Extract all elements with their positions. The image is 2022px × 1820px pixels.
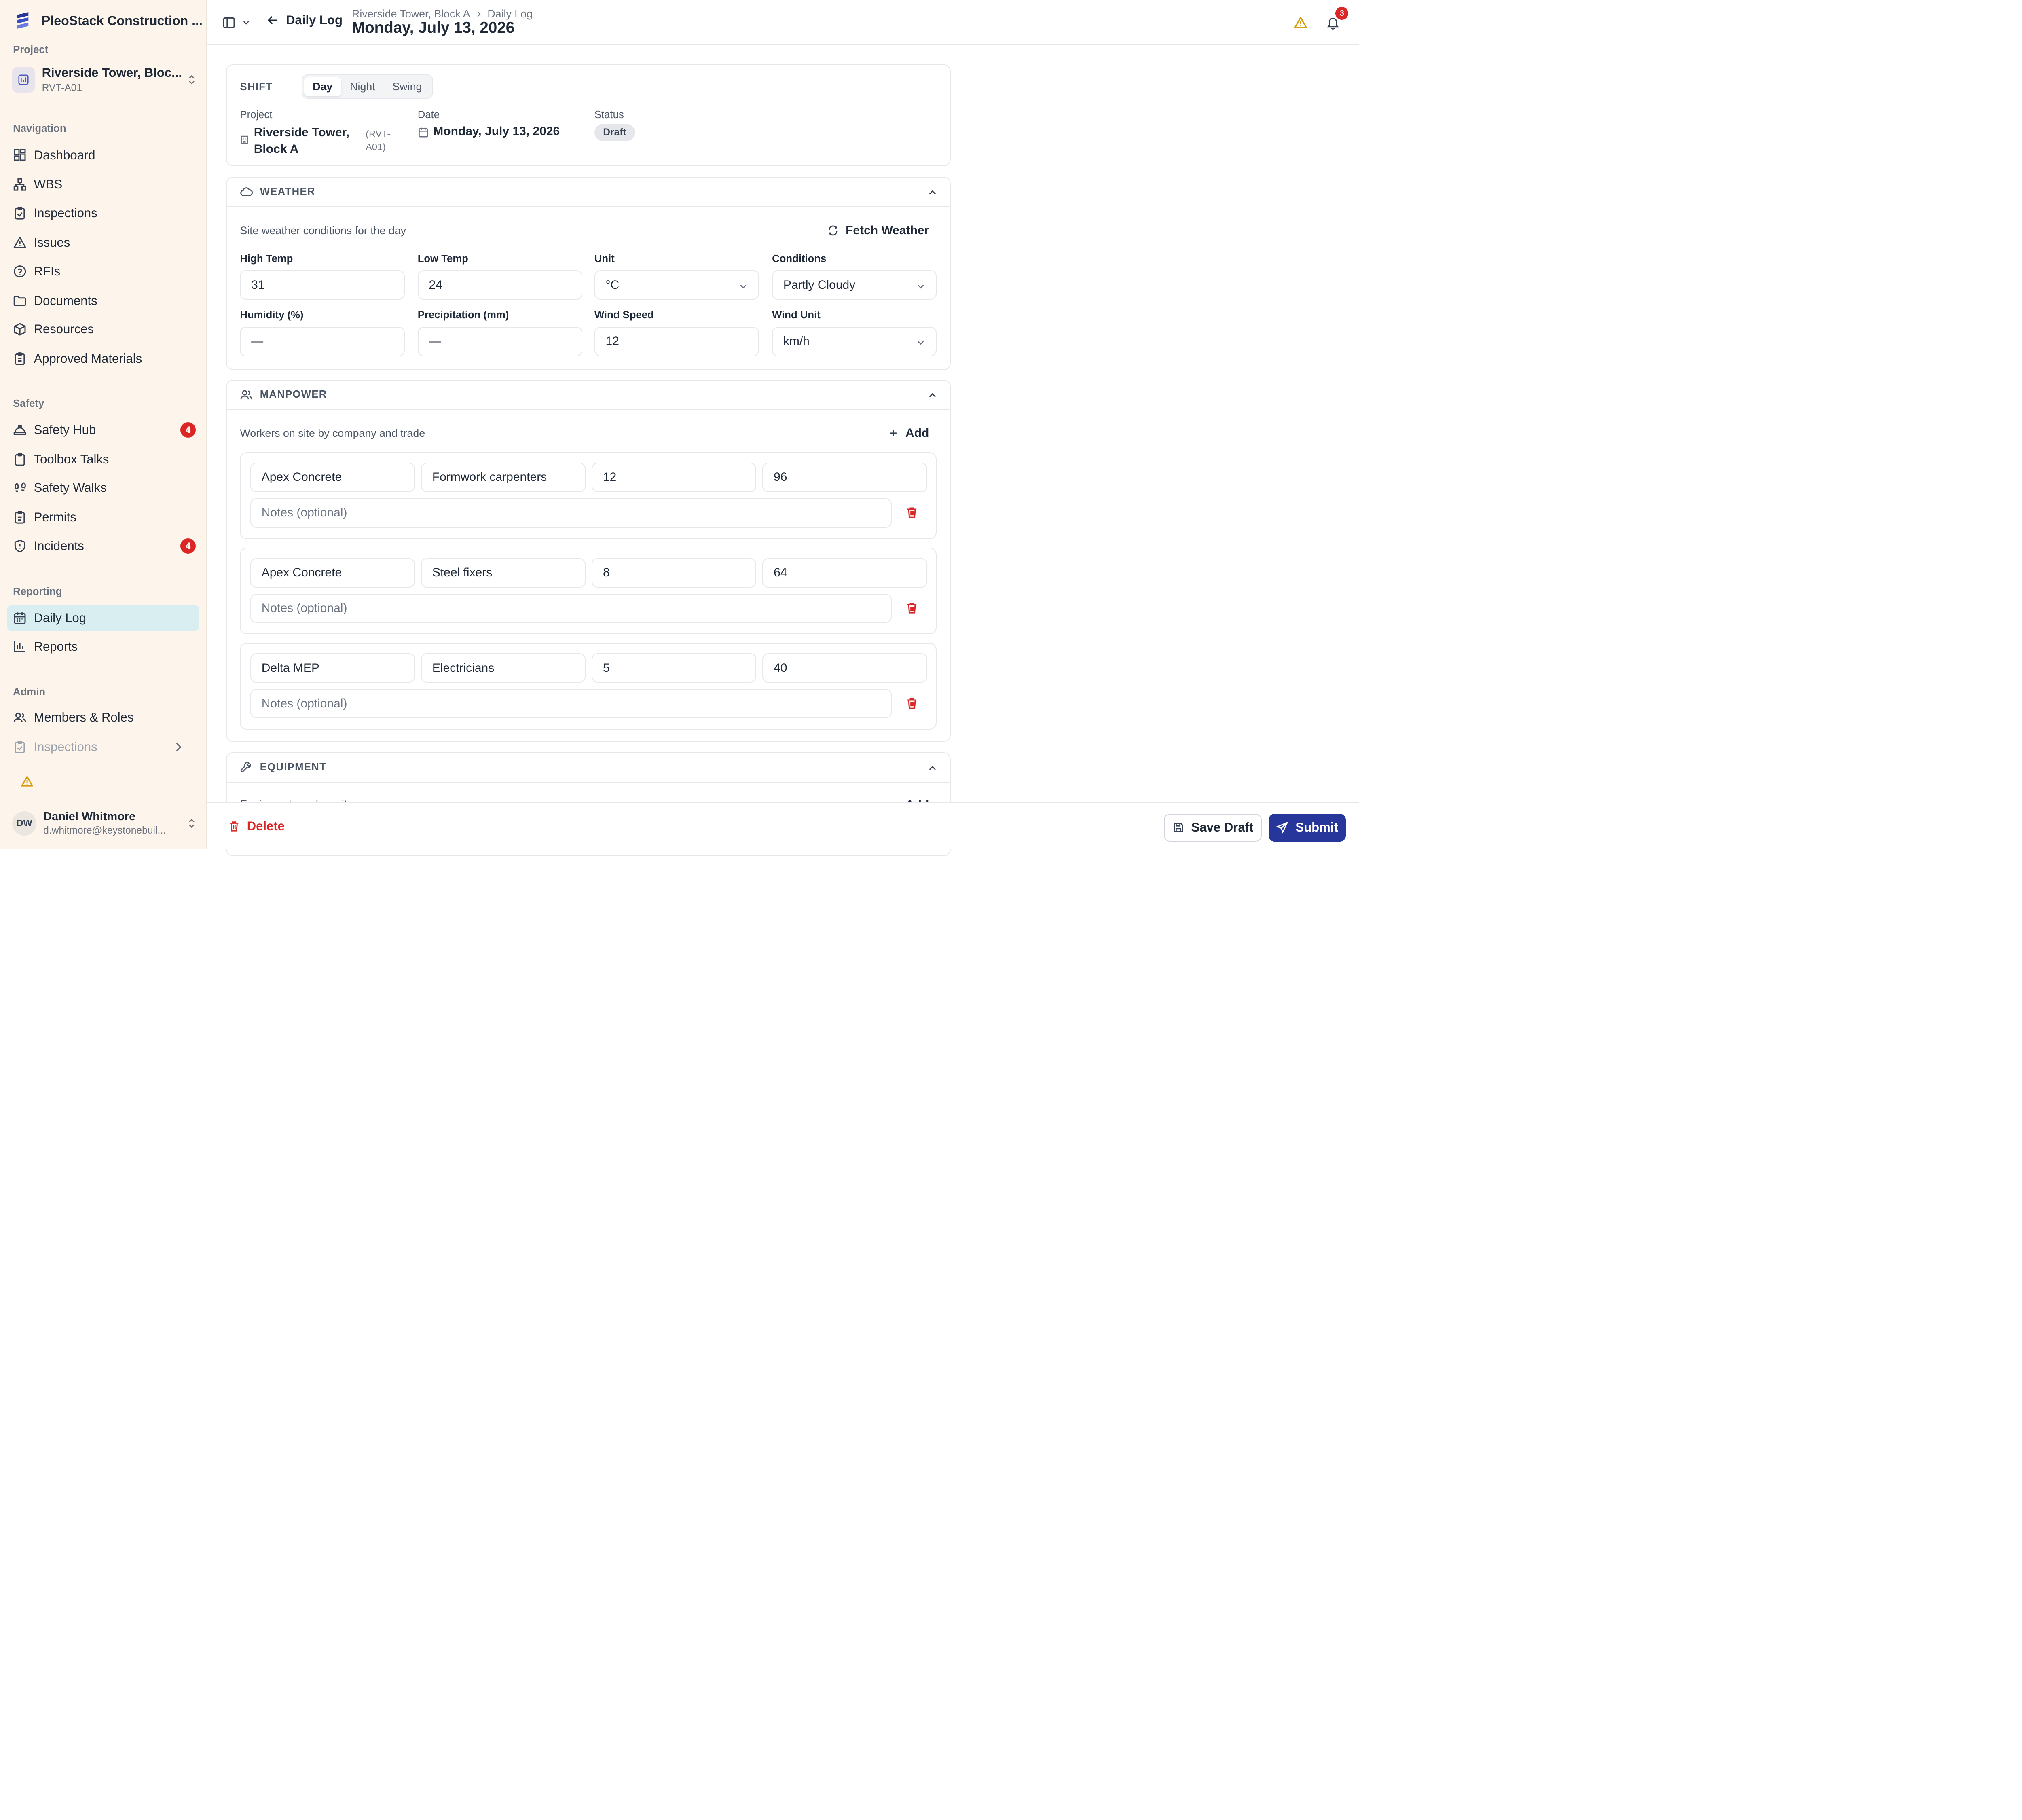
back-label: Daily Log bbox=[286, 13, 343, 28]
project-switcher[interactable] bbox=[12, 64, 198, 95]
trash-icon bbox=[228, 820, 240, 832]
app-root bbox=[0, 0, 1359, 849]
daily-log-form bbox=[207, 46, 1359, 803]
sidebar-item-label: Inspections bbox=[34, 206, 97, 220]
manpower-title: MANPOWER bbox=[260, 389, 327, 400]
sidebar-toggle-button[interactable] bbox=[221, 14, 237, 31]
save-draft-label: Save Draft bbox=[1191, 820, 1254, 835]
company-input[interactable]: Delta MEP bbox=[250, 653, 415, 683]
equipment-title: EQUIPMENT bbox=[260, 761, 327, 773]
clipboard-icon bbox=[13, 453, 27, 466]
breadcrumb-project[interactable]: Riverside Tower, Block A bbox=[351, 8, 470, 20]
notes-input[interactable]: Notes (optional) bbox=[250, 594, 892, 623]
manpower-row bbox=[240, 643, 937, 730]
hours-input[interactable]: 40 bbox=[762, 653, 927, 683]
wind-speed-label: Wind Speed bbox=[594, 309, 654, 321]
refresh-icon bbox=[827, 225, 839, 236]
shield-alert-icon bbox=[13, 539, 27, 553]
low-temp-label: Low Temp bbox=[417, 253, 468, 265]
weather-subtitle: Site weather conditions for the day bbox=[240, 224, 406, 237]
chevron-down-icon bbox=[916, 338, 926, 347]
delete-label: Delete bbox=[247, 819, 285, 833]
trade-input[interactable]: Formwork carpenters bbox=[421, 463, 586, 492]
warning-icon[interactable] bbox=[21, 775, 34, 788]
project-value: Riverside Tower, Block A bbox=[254, 126, 349, 156]
sidebar-item-label: Safety Hub bbox=[34, 422, 96, 437]
weather-card bbox=[226, 177, 950, 370]
nav-section-label: Navigation bbox=[13, 123, 66, 135]
user-name: Daniel Whitmore bbox=[43, 810, 136, 823]
safety-section-label: Safety bbox=[13, 398, 44, 409]
wind-unit-label: Wind Unit bbox=[772, 309, 821, 321]
fetch-weather-label: Fetch Weather bbox=[846, 223, 929, 237]
shift-option-swing[interactable]: Swing bbox=[392, 80, 422, 93]
submit-label: Submit bbox=[1295, 820, 1338, 835]
sidebar-item-label: Safety Walks bbox=[34, 480, 107, 495]
unit-label: Unit bbox=[594, 253, 615, 265]
trash-icon[interactable] bbox=[905, 601, 918, 614]
wind-unit-value: km/h bbox=[783, 334, 810, 348]
sidebar-item-label: Permits bbox=[34, 510, 76, 525]
weather-title: WEATHER bbox=[260, 186, 315, 198]
unit-select[interactable] bbox=[594, 270, 759, 300]
status-field-label: Status bbox=[594, 109, 624, 121]
manpower-row bbox=[240, 452, 937, 539]
sidebar-item-label: WBS bbox=[34, 177, 63, 192]
page-title: Monday, July 13, 2026 bbox=[351, 19, 515, 37]
submit-button[interactable] bbox=[1269, 814, 1346, 842]
wind-speed-input[interactable]: 12 bbox=[594, 327, 759, 356]
conditions-label: Conditions bbox=[772, 253, 827, 265]
sidebar-item-safety-hub[interactable] bbox=[7, 417, 199, 443]
delete-button[interactable] bbox=[228, 819, 285, 834]
clipboard-check-icon bbox=[13, 206, 27, 220]
sidebar-options-dropdown[interactable] bbox=[240, 17, 252, 29]
chevron-up-down-icon bbox=[186, 74, 198, 86]
sidebar-item-reports[interactable] bbox=[7, 633, 199, 659]
sidebar-panel-icon bbox=[222, 16, 236, 30]
company-input[interactable]: Apex Concrete bbox=[250, 463, 415, 492]
wind-unit-select[interactable] bbox=[772, 327, 937, 356]
brand-logo-icon bbox=[14, 11, 33, 30]
sidebar-item-toolbox-talks[interactable] bbox=[7, 447, 199, 472]
clipboard-check-icon bbox=[13, 740, 27, 754]
trash-icon[interactable] bbox=[905, 506, 918, 519]
sidebar-item-rfis[interactable] bbox=[7, 258, 199, 284]
manpower-card-header[interactable] bbox=[227, 381, 950, 410]
sidebar-item-label: Approved Materials bbox=[34, 351, 142, 366]
calendar-icon bbox=[13, 611, 27, 625]
bar-chart-icon bbox=[13, 639, 27, 653]
high-temp-input[interactable]: 31 bbox=[240, 270, 404, 300]
warning-icon bbox=[1294, 16, 1307, 30]
notification-count-badge: 3 bbox=[1335, 7, 1348, 20]
notes-input[interactable]: Notes (optional) bbox=[250, 498, 892, 528]
manpower-card bbox=[226, 380, 950, 742]
company-input[interactable]: Apex Concrete bbox=[250, 558, 415, 588]
admin-section-label: Admin bbox=[13, 686, 46, 698]
package-icon bbox=[13, 322, 27, 336]
arrow-left-icon bbox=[266, 14, 279, 27]
sidebar-item-admin-inspections[interactable] bbox=[7, 734, 199, 760]
trade-input[interactable]: Steel fixers bbox=[421, 558, 586, 588]
wrench-icon bbox=[240, 761, 253, 774]
sidebar-item-safety-walks[interactable] bbox=[7, 475, 199, 501]
sidebar-item-label: Inspections bbox=[34, 740, 97, 754]
notes-input[interactable]: Notes (optional) bbox=[250, 689, 892, 718]
sidebar-item-label: Daily Log bbox=[34, 610, 87, 625]
incidents-count-badge: 4 bbox=[180, 538, 196, 554]
sidebar-item-label: Documents bbox=[34, 293, 97, 308]
brand[interactable] bbox=[14, 11, 203, 30]
project-field-label: Project bbox=[240, 109, 273, 121]
users-icon bbox=[240, 388, 253, 401]
chevron-up-down-icon bbox=[186, 817, 198, 830]
conditions-select[interactable] bbox=[772, 270, 937, 300]
footprints-icon bbox=[13, 481, 27, 495]
humidity-input[interactable]: — bbox=[240, 327, 404, 356]
workers-input[interactable]: 8 bbox=[592, 558, 756, 588]
unit-value: °C bbox=[605, 278, 620, 292]
shift-option-night[interactable]: Night bbox=[350, 80, 375, 93]
chevron-right-icon bbox=[474, 10, 483, 18]
add-manpower-label: Add bbox=[905, 426, 929, 440]
sidebar-item-daily-log[interactable] bbox=[7, 605, 199, 631]
help-circle-icon bbox=[13, 265, 27, 278]
date-field-label: Date bbox=[417, 109, 440, 121]
humidity-label: Humidity (%) bbox=[240, 309, 304, 321]
sidebar-item-label: RFIs bbox=[34, 264, 61, 278]
project-name: Riverside Tower, Bloc... bbox=[42, 65, 182, 80]
chevron-up-icon[interactable] bbox=[927, 390, 938, 400]
users-icon bbox=[13, 711, 27, 724]
hierarchy-icon bbox=[13, 178, 27, 191]
sidebar-item-label: Resources bbox=[34, 322, 94, 336]
clipboard-list-icon bbox=[13, 352, 27, 366]
save-icon bbox=[1172, 821, 1184, 834]
breadcrumb-current: Daily Log bbox=[487, 8, 533, 20]
warnings-button[interactable] bbox=[1292, 14, 1309, 31]
equipment-card-header[interactable] bbox=[227, 753, 950, 783]
chevron-down-icon bbox=[916, 281, 926, 291]
building-icon bbox=[12, 67, 35, 93]
user-menu[interactable] bbox=[12, 806, 198, 841]
sidebar bbox=[0, 0, 207, 849]
chevron-right-icon bbox=[171, 740, 185, 754]
safety-hub-count-badge: 4 bbox=[180, 422, 196, 438]
sidebar-item-label: Members & Roles bbox=[34, 710, 134, 725]
chevron-up-icon[interactable] bbox=[927, 187, 938, 198]
calendar-icon bbox=[418, 127, 429, 138]
reporting-section-label: Reporting bbox=[13, 586, 62, 597]
sidebar-item-incidents[interactable] bbox=[7, 533, 199, 559]
folder-icon bbox=[13, 294, 27, 307]
add-manpower-button[interactable] bbox=[888, 426, 929, 440]
weather-card-header[interactable] bbox=[227, 178, 950, 207]
project-code: RVT-A01 bbox=[42, 83, 82, 94]
back-button[interactable] bbox=[266, 13, 343, 28]
shift-label: SHIFT bbox=[240, 81, 273, 93]
dashboard-icon bbox=[13, 148, 27, 162]
sidebar-item-label: Reports bbox=[34, 639, 78, 654]
file-check-icon bbox=[13, 510, 27, 524]
date-value: Monday, July 13, 2026 bbox=[433, 125, 560, 138]
conditions-value: Partly Cloudy bbox=[783, 278, 856, 292]
shift-selector bbox=[302, 74, 434, 99]
plus-icon bbox=[888, 428, 899, 438]
project-section-label: Project bbox=[13, 44, 49, 56]
sidebar-item-label: Incidents bbox=[34, 538, 84, 553]
hours-input[interactable]: 96 bbox=[762, 463, 927, 492]
warning-triangle-icon bbox=[13, 236, 27, 250]
workers-input[interactable]: 5 bbox=[592, 653, 756, 683]
precipitation-input[interactable]: — bbox=[418, 327, 582, 356]
sidebar-item-label: Dashboard bbox=[34, 148, 95, 162]
fetch-weather-button[interactable] bbox=[827, 224, 929, 237]
sidebar-item-members-roles[interactable] bbox=[7, 705, 199, 730]
sidebar-item-label: Toolbox Talks bbox=[34, 452, 109, 466]
cloud-icon bbox=[240, 185, 253, 198]
action-footer bbox=[207, 802, 1359, 849]
shift-card bbox=[226, 64, 950, 167]
project-code-value: (RVT-A01) bbox=[366, 128, 391, 152]
shift-option-day[interactable]: Day bbox=[304, 77, 341, 96]
manpower-subtitle: Workers on site by company and trade bbox=[240, 427, 425, 440]
hours-input[interactable]: 64 bbox=[762, 558, 927, 588]
sidebar-item-wbs[interactable] bbox=[7, 171, 199, 197]
user-email: d.whitmore@keystonebuil... bbox=[43, 825, 166, 836]
sidebar-item-issues[interactable] bbox=[7, 230, 199, 256]
brand-name: PleoStack Construction ... bbox=[41, 13, 203, 28]
avatar: DW bbox=[12, 811, 36, 836]
top-header bbox=[207, 0, 1359, 45]
low-temp-input[interactable]: 24 bbox=[418, 270, 582, 300]
sidebar-item-documents[interactable] bbox=[7, 288, 199, 313]
hard-hat-icon bbox=[13, 423, 27, 437]
save-draft-button[interactable] bbox=[1164, 814, 1262, 842]
sidebar-item-permits[interactable] bbox=[7, 504, 199, 530]
chevron-down-icon bbox=[242, 18, 250, 27]
chevron-up-icon[interactable] bbox=[927, 763, 938, 773]
sidebar-item-label: Issues bbox=[34, 235, 70, 250]
trash-icon[interactable] bbox=[905, 697, 918, 710]
manpower-row bbox=[240, 548, 937, 634]
sidebar-item-dashboard[interactable] bbox=[7, 142, 199, 168]
building-icon bbox=[240, 135, 250, 145]
send-icon bbox=[1276, 821, 1288, 834]
sidebar-item-resources[interactable] bbox=[7, 316, 199, 342]
sidebar-item-inspections[interactable] bbox=[7, 200, 199, 226]
status-badge: Draft bbox=[594, 124, 635, 141]
workers-input[interactable]: 12 bbox=[592, 463, 756, 492]
breadcrumb bbox=[352, 8, 533, 20]
precipitation-label: Precipitation (mm) bbox=[417, 309, 509, 321]
trade-input[interactable]: Electricians bbox=[421, 653, 586, 683]
chevron-down-icon bbox=[738, 281, 748, 291]
high-temp-label: High Temp bbox=[240, 253, 293, 265]
sidebar-item-approved-materials[interactable] bbox=[7, 346, 199, 372]
